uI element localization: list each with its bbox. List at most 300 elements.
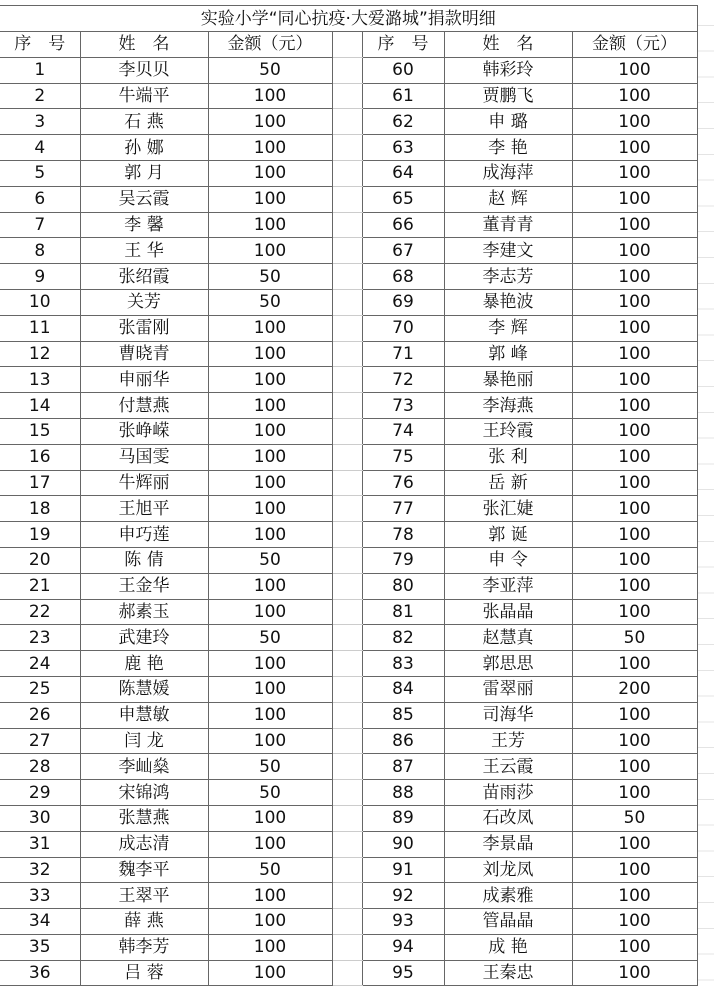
cell-no-right: 74 <box>362 418 444 444</box>
cell-name-right: 苗雨莎 <box>444 780 572 806</box>
table-row <box>0 909 697 935</box>
cell-no-left: 13 <box>0 367 80 393</box>
cell-amount-right: 100 <box>572 754 697 780</box>
gap-cell <box>332 341 362 367</box>
gap-cell <box>332 238 362 264</box>
header-name-left: 姓 名 <box>80 32 208 58</box>
header-amount-right: 金额（元） <box>572 32 697 58</box>
cell-name-left: 魏李平 <box>80 857 208 883</box>
cell-no-right: 87 <box>362 754 444 780</box>
cell-name-left: 张慧燕 <box>80 805 208 831</box>
cell-no-right: 77 <box>362 496 444 522</box>
cell-amount-right: 100 <box>572 135 697 161</box>
cell-amount-right: 100 <box>572 57 697 83</box>
cell-name-right: 郭 诞 <box>444 522 572 548</box>
cell-amount-right: 100 <box>572 315 697 341</box>
spreadsheet-gridlines <box>697 0 714 986</box>
cell-amount-left: 100 <box>208 728 332 754</box>
table-row <box>0 805 697 831</box>
table-row <box>0 934 697 960</box>
cell-no-right: 80 <box>362 573 444 599</box>
gap-cell <box>332 83 362 109</box>
cell-amount-right: 100 <box>572 238 697 264</box>
cell-no-right: 75 <box>362 444 444 470</box>
cell-name-left: 王旭平 <box>80 496 208 522</box>
cell-amount-left: 100 <box>208 470 332 496</box>
table-row <box>0 83 697 109</box>
cell-name-right: 岳 新 <box>444 470 572 496</box>
cell-no-right: 81 <box>362 599 444 625</box>
cell-no-left: 29 <box>0 780 80 806</box>
cell-no-right: 82 <box>362 625 444 651</box>
cell-no-right: 70 <box>362 315 444 341</box>
gap-cell <box>332 909 362 935</box>
cell-no-left: 25 <box>0 676 80 702</box>
cell-name-left: 王金华 <box>80 573 208 599</box>
cell-amount-left: 100 <box>208 573 332 599</box>
cell-amount-right: 100 <box>572 470 697 496</box>
cell-amount-left: 50 <box>208 57 332 83</box>
cell-name-right: 李亚萍 <box>444 573 572 599</box>
gap-cell <box>332 805 362 831</box>
cell-name-right: 郭 峰 <box>444 341 572 367</box>
cell-name-right: 司海华 <box>444 702 572 728</box>
table-row <box>0 341 697 367</box>
cell-name-right: 董青青 <box>444 212 572 238</box>
cell-no-right: 65 <box>362 186 444 212</box>
cell-name-left: 关芳 <box>80 289 208 315</box>
gap-cell <box>332 651 362 677</box>
table-row <box>0 135 697 161</box>
cell-amount-left: 50 <box>208 754 332 780</box>
cell-no-right: 66 <box>362 212 444 238</box>
cell-amount-right: 100 <box>572 367 697 393</box>
cell-amount-right: 100 <box>572 418 697 444</box>
cell-name-left: 王 华 <box>80 238 208 264</box>
cell-no-right: 71 <box>362 341 444 367</box>
table-row <box>0 264 697 290</box>
gap-cell <box>332 728 362 754</box>
cell-name-right: 申 令 <box>444 547 572 573</box>
cell-no-left: 4 <box>0 135 80 161</box>
cell-name-right: 成 艳 <box>444 934 572 960</box>
cell-name-left: 牛端平 <box>80 83 208 109</box>
cell-name-right: 张汇婕 <box>444 496 572 522</box>
donation-table <box>0 5 698 986</box>
cell-no-left: 5 <box>0 160 80 186</box>
cell-no-right: 73 <box>362 393 444 419</box>
cell-name-right: 李建文 <box>444 238 572 264</box>
cell-no-right: 92 <box>362 883 444 909</box>
cell-no-left: 10 <box>0 289 80 315</box>
cell-amount-left: 100 <box>208 599 332 625</box>
cell-no-left: 32 <box>0 857 80 883</box>
gap-cell <box>332 960 362 986</box>
gap-cell <box>332 573 362 599</box>
header-row <box>0 32 697 58</box>
cell-amount-left: 100 <box>208 522 332 548</box>
cell-amount-right: 100 <box>572 109 697 135</box>
cell-name-right: 管晶晶 <box>444 909 572 935</box>
cell-amount-right: 200 <box>572 676 697 702</box>
header-name-right: 姓 名 <box>444 32 572 58</box>
cell-no-right: 94 <box>362 934 444 960</box>
cell-amount-right: 100 <box>572 909 697 935</box>
cell-amount-left: 100 <box>208 651 332 677</box>
cell-amount-right: 100 <box>572 883 697 909</box>
cell-amount-left: 100 <box>208 186 332 212</box>
cell-amount-left: 100 <box>208 496 332 522</box>
table-row <box>0 160 697 186</box>
table-row <box>0 418 697 444</box>
cell-no-left: 12 <box>0 341 80 367</box>
cell-amount-right: 50 <box>572 625 697 651</box>
table-row <box>0 780 697 806</box>
cell-name-left: 申慧敏 <box>80 702 208 728</box>
cell-name-right: 王秦忠 <box>444 960 572 986</box>
cell-name-right: 申 璐 <box>444 109 572 135</box>
gap-cell <box>332 444 362 470</box>
cell-amount-left: 100 <box>208 418 332 444</box>
gap-cell <box>332 289 362 315</box>
cell-no-right: 85 <box>362 702 444 728</box>
cell-amount-right: 100 <box>572 444 697 470</box>
cell-amount-right: 100 <box>572 289 697 315</box>
gap-cell <box>332 212 362 238</box>
cell-amount-right: 100 <box>572 857 697 883</box>
cell-amount-left: 100 <box>208 212 332 238</box>
gap-cell <box>332 418 362 444</box>
table-title: 实验小学“同心抗疫·大爱潞城”捐款明细 <box>0 6 697 32</box>
cell-name-left: 张雷刚 <box>80 315 208 341</box>
cell-no-right: 60 <box>362 57 444 83</box>
cell-no-left: 9 <box>0 264 80 290</box>
cell-no-left: 31 <box>0 831 80 857</box>
gap-cell <box>332 934 362 960</box>
title-row <box>0 6 697 32</box>
table-row <box>0 238 697 264</box>
cell-amount-left: 100 <box>208 702 332 728</box>
cell-amount-left: 50 <box>208 625 332 651</box>
cell-name-left: 成志清 <box>80 831 208 857</box>
cell-name-left: 薛 燕 <box>80 909 208 935</box>
table-row <box>0 547 697 573</box>
cell-no-left: 11 <box>0 315 80 341</box>
gap-cell <box>332 470 362 496</box>
cell-no-left: 8 <box>0 238 80 264</box>
cell-amount-left: 50 <box>208 547 332 573</box>
gap-cell <box>332 315 362 341</box>
cell-amount-left: 100 <box>208 393 332 419</box>
cell-no-left: 17 <box>0 470 80 496</box>
cell-name-right: 李景晶 <box>444 831 572 857</box>
cell-name-left: 马国雯 <box>80 444 208 470</box>
cell-name-left: 郝素玉 <box>80 599 208 625</box>
cell-amount-left: 100 <box>208 909 332 935</box>
cell-amount-left: 100 <box>208 805 332 831</box>
cell-name-left: 王翠平 <box>80 883 208 909</box>
table-row <box>0 367 697 393</box>
cell-no-left: 28 <box>0 754 80 780</box>
gap-cell <box>332 754 362 780</box>
cell-name-right: 石改凤 <box>444 805 572 831</box>
cell-amount-left: 100 <box>208 83 332 109</box>
cell-no-right: 90 <box>362 831 444 857</box>
cell-name-left: 张绍霞 <box>80 264 208 290</box>
cell-name-right: 李海燕 <box>444 393 572 419</box>
cell-name-right: 成素雅 <box>444 883 572 909</box>
table-row <box>0 573 697 599</box>
table-row <box>0 57 697 83</box>
table-row <box>0 496 697 522</box>
cell-name-right: 雷翠丽 <box>444 676 572 702</box>
table-row <box>0 625 697 651</box>
cell-name-left: 李屾燊 <box>80 754 208 780</box>
cell-no-left: 19 <box>0 522 80 548</box>
cell-name-right: 郭思思 <box>444 651 572 677</box>
cell-no-left: 3 <box>0 109 80 135</box>
cell-amount-left: 100 <box>208 135 332 161</box>
cell-amount-right: 100 <box>572 393 697 419</box>
cell-no-right: 91 <box>362 857 444 883</box>
cell-amount-left: 50 <box>208 780 332 806</box>
gap-cell <box>332 135 362 161</box>
cell-no-left: 33 <box>0 883 80 909</box>
cell-no-left: 7 <box>0 212 80 238</box>
cell-amount-left: 100 <box>208 109 332 135</box>
cell-no-left: 26 <box>0 702 80 728</box>
gap-cell <box>332 857 362 883</box>
cell-name-left: 石 燕 <box>80 109 208 135</box>
cell-name-right: 李志芳 <box>444 264 572 290</box>
cell-amount-right: 100 <box>572 934 697 960</box>
cell-name-right: 王云霞 <box>444 754 572 780</box>
cell-name-right: 王玲霞 <box>444 418 572 444</box>
cell-name-left: 李贝贝 <box>80 57 208 83</box>
cell-amount-left: 100 <box>208 238 332 264</box>
cell-name-right: 暴艳波 <box>444 289 572 315</box>
cell-amount-right: 100 <box>572 831 697 857</box>
cell-name-left: 曹晓青 <box>80 341 208 367</box>
cell-name-right: 王芳 <box>444 728 572 754</box>
cell-no-right: 79 <box>362 547 444 573</box>
cell-name-right: 韩彩玲 <box>444 57 572 83</box>
cell-no-right: 72 <box>362 367 444 393</box>
cell-name-right: 贾鹏飞 <box>444 83 572 109</box>
table-row <box>0 676 697 702</box>
cell-amount-left: 50 <box>208 264 332 290</box>
cell-name-left: 闫 龙 <box>80 728 208 754</box>
cell-no-right: 67 <box>362 238 444 264</box>
cell-no-left: 23 <box>0 625 80 651</box>
gap-cell <box>332 522 362 548</box>
cell-name-left: 孙 娜 <box>80 135 208 161</box>
cell-name-left: 申巧莲 <box>80 522 208 548</box>
cell-amount-right: 50 <box>572 805 697 831</box>
cell-no-left: 18 <box>0 496 80 522</box>
header-amount-left: 金额（元） <box>208 32 332 58</box>
cell-no-left: 24 <box>0 651 80 677</box>
cell-name-right: 成海萍 <box>444 160 572 186</box>
cell-no-left: 36 <box>0 960 80 986</box>
table-row <box>0 212 697 238</box>
gap-cell <box>332 186 362 212</box>
cell-amount-right: 100 <box>572 264 697 290</box>
table-row <box>0 702 697 728</box>
gap-cell <box>332 109 362 135</box>
cell-amount-right: 100 <box>572 186 697 212</box>
cell-amount-right: 100 <box>572 599 697 625</box>
cell-name-right: 张晶晶 <box>444 599 572 625</box>
cell-no-right: 84 <box>362 676 444 702</box>
table-row <box>0 883 697 909</box>
cell-no-right: 68 <box>362 264 444 290</box>
cell-no-left: 21 <box>0 573 80 599</box>
cell-no-left: 34 <box>0 909 80 935</box>
cell-no-left: 14 <box>0 393 80 419</box>
cell-name-right: 刘龙凤 <box>444 857 572 883</box>
table-row <box>0 522 697 548</box>
cell-no-left: 20 <box>0 547 80 573</box>
table-row <box>0 831 697 857</box>
cell-no-right: 63 <box>362 135 444 161</box>
gap-cell <box>332 496 362 522</box>
cell-amount-right: 100 <box>572 960 697 986</box>
table-row <box>0 599 697 625</box>
gap-cell <box>332 393 362 419</box>
cell-amount-right: 100 <box>572 728 697 754</box>
cell-amount-right: 100 <box>572 702 697 728</box>
cell-name-right: 李 艳 <box>444 135 572 161</box>
gap-cell <box>332 547 362 573</box>
cell-name-right: 暴艳丽 <box>444 367 572 393</box>
cell-amount-left: 100 <box>208 883 332 909</box>
cell-amount-right: 100 <box>572 83 697 109</box>
cell-amount-left: 100 <box>208 960 332 986</box>
gap-cell <box>332 32 362 58</box>
gap-cell <box>332 883 362 909</box>
cell-name-left: 申丽华 <box>80 367 208 393</box>
cell-amount-left: 100 <box>208 341 332 367</box>
gap-cell <box>332 57 362 83</box>
cell-amount-right: 100 <box>572 780 697 806</box>
cell-name-left: 牛辉丽 <box>80 470 208 496</box>
cell-no-left: 35 <box>0 934 80 960</box>
gap-cell <box>332 160 362 186</box>
table-row <box>0 393 697 419</box>
table-row <box>0 728 697 754</box>
cell-no-left: 30 <box>0 805 80 831</box>
table-row <box>0 289 697 315</box>
cell-amount-right: 100 <box>572 651 697 677</box>
cell-no-right: 62 <box>362 109 444 135</box>
cell-no-left: 15 <box>0 418 80 444</box>
cell-amount-right: 100 <box>572 573 697 599</box>
cell-amount-left: 100 <box>208 444 332 470</box>
cell-name-right: 赵 辉 <box>444 186 572 212</box>
cell-name-left: 付慧燕 <box>80 393 208 419</box>
header-no-left: 序 号 <box>0 32 80 58</box>
cell-amount-left: 100 <box>208 315 332 341</box>
gap-cell <box>332 780 362 806</box>
cell-no-right: 88 <box>362 780 444 806</box>
cell-no-right: 69 <box>362 289 444 315</box>
cell-no-right: 83 <box>362 651 444 677</box>
gap-cell <box>332 702 362 728</box>
cell-no-right: 89 <box>362 805 444 831</box>
cell-amount-left: 50 <box>208 289 332 315</box>
cell-name-right: 李 辉 <box>444 315 572 341</box>
gap-cell <box>332 831 362 857</box>
cell-amount-right: 100 <box>572 522 697 548</box>
cell-amount-right: 100 <box>572 341 697 367</box>
cell-no-right: 93 <box>362 909 444 935</box>
cell-name-left: 鹿 艳 <box>80 651 208 677</box>
gap-cell <box>332 264 362 290</box>
cell-name-right: 张 利 <box>444 444 572 470</box>
gap-cell <box>332 676 362 702</box>
cell-no-right: 61 <box>362 83 444 109</box>
cell-amount-right: 100 <box>572 547 697 573</box>
cell-no-right: 86 <box>362 728 444 754</box>
cell-no-left: 16 <box>0 444 80 470</box>
cell-no-left: 1 <box>0 57 80 83</box>
table-row <box>0 857 697 883</box>
cell-no-left: 2 <box>0 83 80 109</box>
cell-no-left: 27 <box>0 728 80 754</box>
table-row <box>0 470 697 496</box>
cell-amount-left: 50 <box>208 857 332 883</box>
cell-no-right: 78 <box>362 522 444 548</box>
cell-amount-left: 100 <box>208 831 332 857</box>
cell-no-right: 95 <box>362 960 444 986</box>
table-row <box>0 109 697 135</box>
gap-cell <box>332 367 362 393</box>
table-row <box>0 651 697 677</box>
header-no-right: 序 号 <box>362 32 444 58</box>
cell-amount-left: 100 <box>208 160 332 186</box>
cell-amount-right: 100 <box>572 160 697 186</box>
gap-cell <box>332 625 362 651</box>
cell-name-left: 武建玲 <box>80 625 208 651</box>
cell-no-left: 22 <box>0 599 80 625</box>
cell-name-left: 张峥嵘 <box>80 418 208 444</box>
table-row <box>0 444 697 470</box>
cell-no-right: 76 <box>362 470 444 496</box>
cell-name-left: 吴云霞 <box>80 186 208 212</box>
cell-name-left: 李 馨 <box>80 212 208 238</box>
cell-no-left: 6 <box>0 186 80 212</box>
cell-name-left: 郭 月 <box>80 160 208 186</box>
cell-name-left: 陈 倩 <box>80 547 208 573</box>
cell-name-right: 赵慧真 <box>444 625 572 651</box>
cell-name-left: 陈慧媛 <box>80 676 208 702</box>
cell-amount-right: 100 <box>572 496 697 522</box>
table-row <box>0 315 697 341</box>
cell-amount-left: 100 <box>208 934 332 960</box>
table-row <box>0 960 697 986</box>
table-row <box>0 186 697 212</box>
cell-amount-right: 100 <box>572 212 697 238</box>
gap-cell <box>332 599 362 625</box>
cell-amount-left: 100 <box>208 367 332 393</box>
cell-name-left: 韩李芳 <box>80 934 208 960</box>
table-row <box>0 754 697 780</box>
cell-no-right: 64 <box>362 160 444 186</box>
cell-name-left: 宋锦鸿 <box>80 780 208 806</box>
cell-name-left: 吕 蓉 <box>80 960 208 986</box>
cell-amount-left: 100 <box>208 676 332 702</box>
